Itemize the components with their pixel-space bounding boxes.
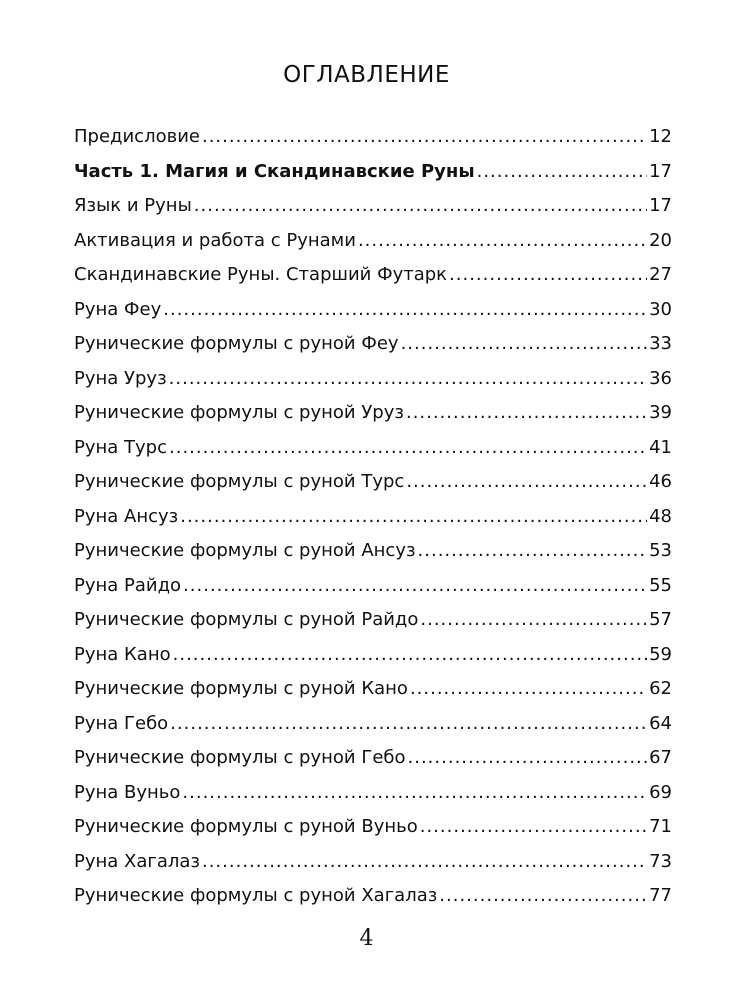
toc-leader-dots <box>202 120 647 155</box>
toc-entry-label: Рунические формулы с руной Гебо <box>74 747 406 768</box>
toc-entry-label: Руна Турс <box>74 436 167 458</box>
toc-entry-page: 27 <box>649 264 672 285</box>
toc-entry-page: 57 <box>649 609 672 630</box>
toc-part-heading[interactable] <box>74 155 672 190</box>
toc-entry-label: Рунические формулы с руной Вуньо <box>74 816 418 837</box>
toc-entry-page: 69 <box>649 781 672 803</box>
toc-leader-dots <box>163 293 647 328</box>
toc-leader-dots <box>477 155 647 190</box>
toc-leader-dots <box>169 431 647 466</box>
toc-entry[interactable] <box>74 879 672 914</box>
toc-entry[interactable] <box>74 638 672 673</box>
toc-entry-label: Язык и Руны <box>74 195 192 216</box>
toc-leader-dots <box>202 845 647 880</box>
toc-entry-label: Руна Хагалаз <box>74 850 200 872</box>
toc-entry-label: Рунические формулы с руной Ансуз <box>74 540 416 561</box>
toc-entry[interactable] <box>74 293 672 328</box>
table-of-contents <box>74 120 672 914</box>
toc-leader-dots <box>418 534 648 569</box>
toc-entry-label: Руна Ансуз <box>74 505 179 527</box>
toc-entry-label: Рунические формулы с руной Феу <box>74 333 399 354</box>
toc-leader-dots <box>170 707 647 742</box>
toc-entry-page: 12 <box>649 126 672 147</box>
toc-entry-page: 73 <box>649 850 672 872</box>
toc-leader-dots <box>194 189 647 224</box>
toc-entry-page: 17 <box>649 160 672 182</box>
toc-entry-page: 33 <box>649 333 672 354</box>
toc-entry-page: 77 <box>649 885 672 906</box>
toc-entry[interactable] <box>74 569 672 604</box>
toc-entry[interactable] <box>74 120 672 155</box>
toc-entry-page: 62 <box>649 678 672 699</box>
toc-entry[interactable] <box>74 431 672 466</box>
toc-entry-label: Часть 1. Магия и Скандинавские Руны <box>74 160 475 182</box>
toc-leader-dots <box>183 569 647 604</box>
toc-entry-page: 46 <box>649 471 672 492</box>
toc-entry[interactable] <box>74 500 672 535</box>
toc-leader-dots <box>173 638 647 673</box>
toc-entry-page: 36 <box>649 367 672 389</box>
toc-leader-dots <box>420 810 647 845</box>
toc-entry[interactable] <box>74 707 672 742</box>
toc-entry-page: 39 <box>649 402 672 423</box>
toc-entry-page: 30 <box>649 298 672 320</box>
toc-leader-dots <box>439 879 647 914</box>
toc-leader-dots <box>410 672 647 707</box>
toc-entry-label: Рунические формулы с руной Райдо <box>74 609 419 630</box>
toc-leader-dots <box>401 327 648 362</box>
toc-entry-page: 53 <box>649 540 672 561</box>
toc-entry[interactable] <box>74 362 672 397</box>
toc-entry[interactable] <box>74 672 672 707</box>
toc-leader-dots <box>420 603 647 638</box>
toc-leader-dots <box>449 258 647 293</box>
toc-entry[interactable] <box>74 810 672 845</box>
toc-entry-label: Рунические формулы с руной Турс <box>74 471 405 492</box>
toc-entry-label: Руна Кано <box>74 643 171 665</box>
toc-entry[interactable] <box>74 741 672 776</box>
toc-entry-page: 64 <box>649 712 672 734</box>
toc-entry-page: 41 <box>649 436 672 458</box>
toc-entry[interactable] <box>74 534 672 569</box>
toc-entry[interactable] <box>74 189 672 224</box>
toc-leader-dots <box>358 224 647 259</box>
toc-entry-page: 59 <box>649 643 672 665</box>
toc-entry-label: Руна Райдо <box>74 574 182 596</box>
page-title: ОГЛАВЛЕНИЕ <box>283 62 450 88</box>
toc-entry[interactable] <box>74 224 672 259</box>
toc-entry[interactable] <box>74 396 672 431</box>
toc-entry[interactable] <box>74 776 672 811</box>
toc-entry-label: Скандинавские Руны. Старший Футарк <box>74 264 448 285</box>
toc-entry-page: 71 <box>649 816 672 837</box>
toc-entry-label: Руна Гебо <box>74 712 169 734</box>
toc-entry-page: 48 <box>649 505 672 527</box>
toc-entry-page: 55 <box>649 574 672 596</box>
page-number: 4 <box>359 926 374 951</box>
toc-entry-page: 20 <box>649 229 672 251</box>
toc-entry-label: Активация и работа с Рунами <box>74 229 356 251</box>
toc-leader-dots <box>406 396 647 431</box>
toc-entry[interactable] <box>74 258 672 293</box>
toc-entry-label: Рунические формулы с руной Уруз <box>74 402 404 423</box>
toc-leader-dots <box>182 776 647 811</box>
toc-entry-label: Рунические формулы с руной Кано <box>74 678 408 699</box>
toc-entry-page: 67 <box>649 747 672 768</box>
toc-entry[interactable] <box>74 327 672 362</box>
toc-leader-dots <box>406 465 647 500</box>
toc-leader-dots <box>169 362 647 397</box>
toc-leader-dots <box>180 500 647 535</box>
toc-entry[interactable] <box>74 845 672 880</box>
toc-entry[interactable] <box>74 603 672 638</box>
toc-entry-page: 17 <box>649 195 672 216</box>
toc-entry-label: Руна Уруз <box>74 367 167 389</box>
toc-entry-label: Рунические формулы с руной Хагалаз <box>74 885 438 906</box>
toc-entry-label: Руна Феу <box>74 298 162 320</box>
toc-entry-label: Предисловие <box>74 126 200 147</box>
toc-entry-label: Руна Вуньо <box>74 781 181 803</box>
toc-entry[interactable] <box>74 465 672 500</box>
toc-leader-dots <box>408 741 648 776</box>
